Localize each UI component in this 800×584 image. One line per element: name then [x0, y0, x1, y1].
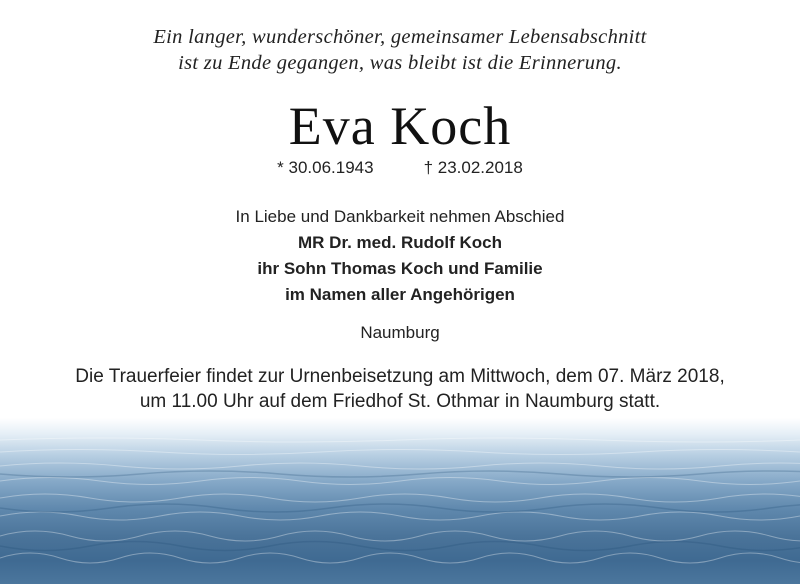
life-dates [0, 157, 800, 179]
service-line-2: um 11.00 Uhr auf dem Friedhof St. Othmar in Naumburg statt. [139, 391, 661, 412]
mourners-intro: In Liebe und Dankbarkeit nehmen Abschied [235, 207, 565, 226]
service-line-1: Die Trauerfeier findet zur Urnenbeisetzung am Mittwoch, dem 07. März 2018, [75, 366, 725, 387]
mourner-name: im Namen aller Angehörigen [285, 285, 515, 304]
place-name: Naumburg [360, 323, 440, 342]
birth-date: * 30.06.1943 [277, 158, 374, 177]
intro-line-1: Ein langer, wunderschöner, gemeinsamer Lebensabschnitt [153, 26, 647, 48]
mourner-name: ihr Sohn Thomas Koch und Familie [257, 259, 543, 278]
mourner-name: MR Dr. med. Rudolf Koch [298, 233, 502, 252]
intro-quote [0, 24, 800, 76]
deceased-name: Eva Koch [288, 96, 512, 156]
intro-line-2: ist zu Ende gegangen, was bleibt ist die Erinnerung. [178, 52, 622, 74]
sea-background-image [0, 418, 800, 584]
mourners-block [0, 204, 800, 308]
funeral-service-info [0, 364, 800, 414]
death-date: † 23.02.2018 [423, 158, 523, 177]
sea-waves-illustration [0, 418, 800, 584]
